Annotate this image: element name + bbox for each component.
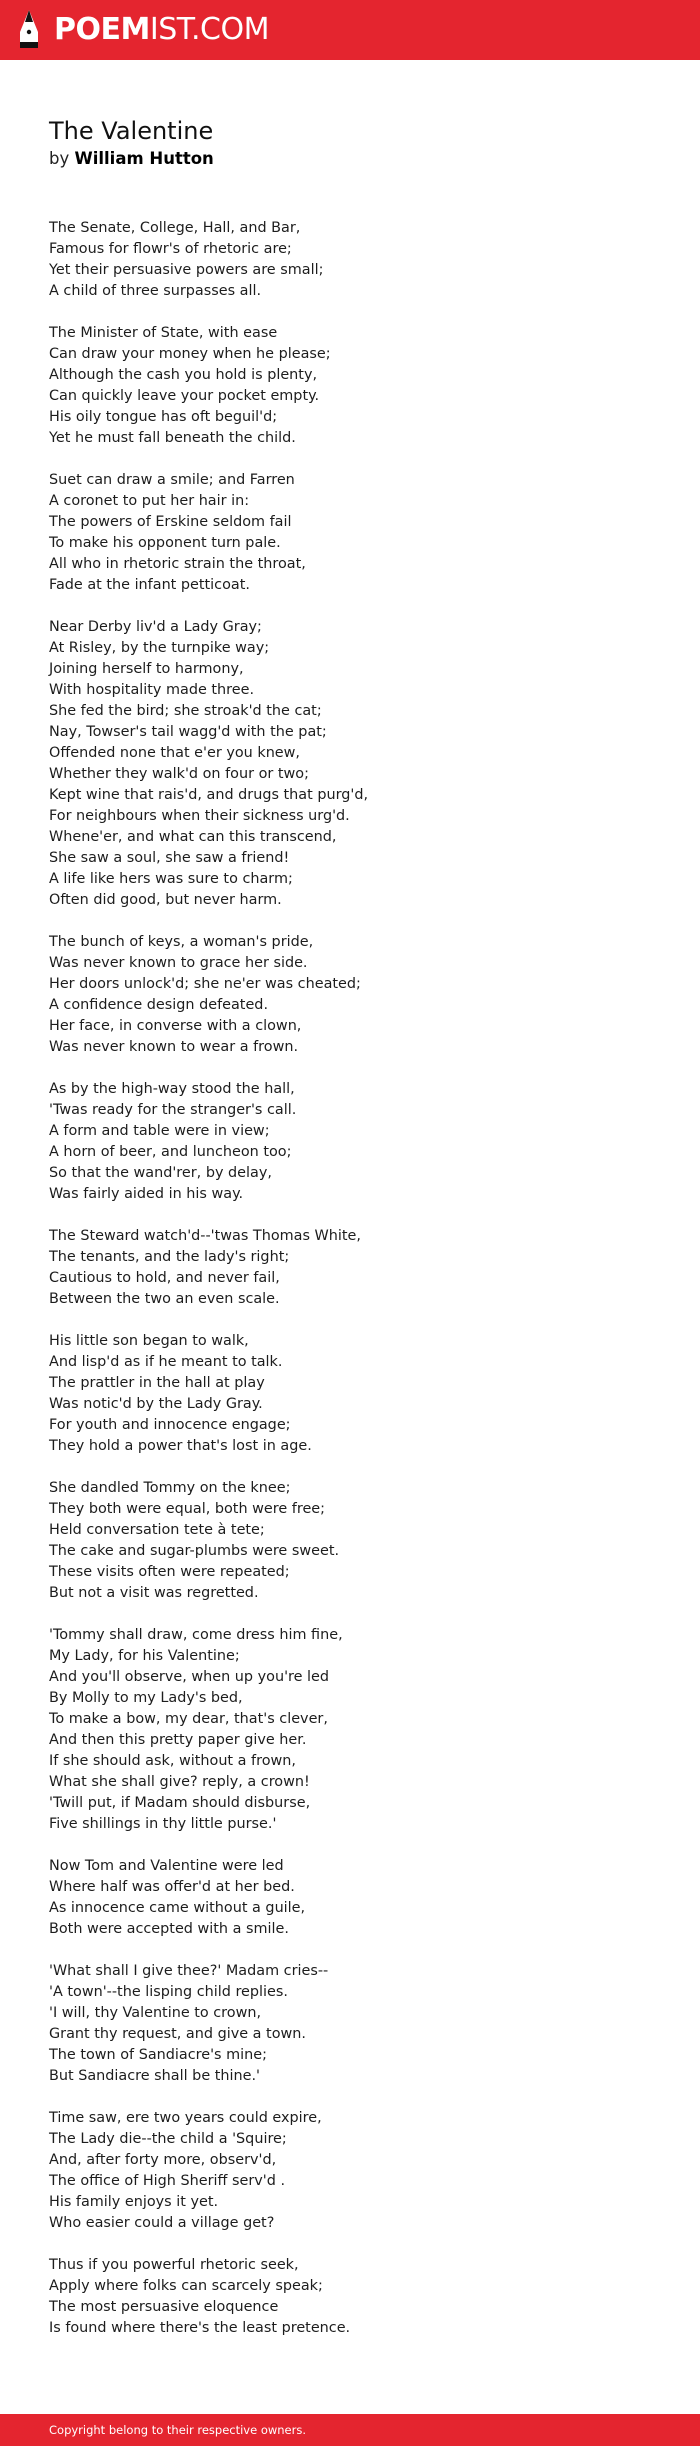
poem-line: Her doors unlock'd; she ne'er was cheated; bbox=[49, 976, 361, 992]
poem-line: With hospitality made three. bbox=[49, 682, 255, 698]
poem-stanza bbox=[49, 1331, 669, 1457]
poem-line: She saw a soul, she saw a friend! bbox=[49, 850, 290, 866]
poem-line: The prattler in the hall at play bbox=[49, 1375, 265, 1391]
poem-line: Yet their persuasive powers are small; bbox=[49, 262, 324, 278]
poem-line: A confidence design defeated. bbox=[49, 997, 269, 1013]
poem-line: The Steward watch'd--'twas Thomas White, bbox=[49, 1228, 361, 1244]
poem-line: 'I will, thy Valentine to crown, bbox=[49, 2005, 262, 2021]
poem-stanza bbox=[49, 1079, 669, 1205]
poem-line: Who easier could a village get? bbox=[49, 2215, 275, 2231]
poem-title: The Valentine bbox=[49, 117, 214, 145]
poem-line: Between the two an even scale. bbox=[49, 1291, 280, 1307]
poem-body bbox=[49, 218, 669, 2360]
poem-line: Five shillings in thy little purse.' bbox=[49, 1816, 277, 1832]
poem-line: Held conversation tete à tete; bbox=[49, 1522, 265, 1538]
poem-line: As innocence came without a guile, bbox=[49, 1900, 306, 1916]
poem-line: But Sandiacre shall be thine.' bbox=[49, 2068, 261, 2084]
poem-line: A form and table were in view; bbox=[49, 1123, 270, 1139]
byline-prefix: by bbox=[49, 149, 70, 168]
poem-line: The powers of Erskine seldom fail bbox=[49, 514, 292, 530]
poem-line: The Lady die--the child a 'Squire; bbox=[49, 2131, 287, 2147]
poem-line: Now Tom and Valentine were led bbox=[49, 1858, 284, 1874]
poem-line: Her face, in converse with a clown, bbox=[49, 1018, 302, 1034]
poem-stanza bbox=[49, 323, 669, 449]
poem-line: My Lady, for his Valentine; bbox=[49, 1648, 240, 1664]
poem-author[interactable]: William Hutton bbox=[74, 149, 214, 168]
poem-line: Grant thy request, and give a town. bbox=[49, 2026, 306, 2042]
poem-line: To make his opponent turn pale. bbox=[49, 535, 281, 551]
poem-line: Famous for flowr's of rhetoric are; bbox=[49, 241, 292, 257]
brand-name: POEMIST.COM bbox=[54, 12, 269, 47]
poem-line: She dandled Tommy on the knee; bbox=[49, 1480, 291, 1496]
poem-stanza bbox=[49, 218, 669, 302]
poem-line: A life like hers was sure to charm; bbox=[49, 871, 293, 887]
poem-line: Where half was offer'd at her bed. bbox=[49, 1879, 295, 1895]
site-header bbox=[0, 0, 700, 60]
poem-line: These visits often were repeated; bbox=[49, 1564, 290, 1580]
poem-line: They both were equal, both were free; bbox=[49, 1501, 326, 1517]
poem-line: But not a visit was regretted. bbox=[49, 1585, 259, 1601]
poem-line: The office of High Sheriff serv'd . bbox=[49, 2173, 286, 2189]
copyright-notice: Copyright belong to their respective owners. bbox=[49, 2423, 307, 2437]
poem-line: A child of three surpasses all. bbox=[49, 283, 262, 299]
poem-line: So that the wand'rer, by delay, bbox=[49, 1165, 272, 1181]
poem-line: And then this pretty paper give her. bbox=[49, 1732, 307, 1748]
poem-stanza bbox=[49, 1478, 669, 1604]
poem-line: By Molly to my Lady's bed, bbox=[49, 1690, 243, 1706]
poem-line: 'Twas ready for the stranger's call. bbox=[49, 1102, 297, 1118]
poem-line: Near Derby liv'd a Lady Gray; bbox=[49, 619, 262, 635]
poem-line: 'A town'--the lisping child replies. bbox=[49, 1984, 288, 2000]
poem-stanza bbox=[49, 932, 669, 1058]
poem-line: Can quickly leave your pocket empty. bbox=[49, 388, 320, 404]
poem-line: The tenants, and the lady's right; bbox=[49, 1249, 290, 1265]
poem-line: And lisp'd as if he meant to talk. bbox=[49, 1354, 283, 1370]
poem-line: The Senate, College, Hall, and Bar, bbox=[49, 220, 301, 236]
poem-stanza bbox=[49, 1856, 669, 1940]
poem-line: His family enjoys it yet. bbox=[49, 2194, 219, 2210]
poem-line: The cake and sugar-plumbs were sweet. bbox=[49, 1543, 340, 1559]
pen-nib-icon bbox=[16, 8, 42, 52]
poem-byline bbox=[49, 148, 214, 170]
poem-line: Offended none that e'er you knew, bbox=[49, 745, 301, 761]
poem-line: 'What shall I give thee?' Madam cries-- bbox=[49, 1963, 329, 1979]
poem-line: 'Twill put, if Madam should disburse, bbox=[49, 1795, 311, 1811]
poem-stanza bbox=[49, 2108, 669, 2234]
poem-line: All who in rhetoric strain the throat, bbox=[49, 556, 306, 572]
poem-line: For youth and innocence engage; bbox=[49, 1417, 291, 1433]
poem-line: Can draw your money when he please; bbox=[49, 346, 331, 362]
poem-line: 'Tommy shall draw, come dress him fine, bbox=[49, 1627, 343, 1643]
poem-line: And, after forty more, observ'd, bbox=[49, 2152, 277, 2168]
poem-line: For neighbours when their sickness urg'd. bbox=[49, 808, 350, 824]
poem-line: A horn of beer, and luncheon too; bbox=[49, 1144, 292, 1160]
poem-line: The town of Sandiacre's mine; bbox=[49, 2047, 267, 2063]
poem-line: His little son began to walk, bbox=[49, 1333, 249, 1349]
poem-stanza bbox=[49, 470, 669, 596]
poem-line: Was notic'd by the Lady Gray. bbox=[49, 1396, 263, 1412]
poem-stanza bbox=[49, 1625, 669, 1835]
poem-line: Both were accepted with a smile. bbox=[49, 1921, 289, 1937]
poem-line: Was fairly aided in his way. bbox=[49, 1186, 244, 1202]
poem-line: Apply where folks can scarcely speak; bbox=[49, 2278, 323, 2294]
poem-line: His oily tongue has oft beguil'd; bbox=[49, 409, 278, 425]
site-logo[interactable] bbox=[16, 8, 269, 52]
poem-line: Is found where there's the least pretence. bbox=[49, 2320, 351, 2336]
poem-line: Joining herself to harmony, bbox=[49, 661, 244, 677]
poem-line: Time saw, ere two years could expire, bbox=[49, 2110, 322, 2126]
poem-line: Yet he must fall beneath the child. bbox=[49, 430, 296, 446]
poem-line: Fade at the infant petticoat. bbox=[49, 577, 250, 593]
poem-line: They hold a power that's lost in age. bbox=[49, 1438, 312, 1454]
poem-line: Nay, Towser's tail wagg'd with the pat; bbox=[49, 724, 327, 740]
poem-line: Although the cash you hold is plenty, bbox=[49, 367, 318, 383]
poem-stanza bbox=[49, 2255, 669, 2339]
poem-line: Thus if you powerful rhetoric seek, bbox=[49, 2257, 299, 2273]
poem-line: To make a bow, my dear, that's clever, bbox=[49, 1711, 328, 1727]
poem-line: The bunch of keys, a woman's pride, bbox=[49, 934, 314, 950]
poem-line: Whene'er, and what can this transcend, bbox=[49, 829, 337, 845]
poem-line: She fed the bird; she stroak'd the cat; bbox=[49, 703, 322, 719]
poem-line: Kept wine that rais'd, and drugs that purg'd, bbox=[49, 787, 369, 803]
poem-line: Was never known to wear a frown. bbox=[49, 1039, 299, 1055]
poem-line: As by the high-way stood the hall, bbox=[49, 1081, 295, 1097]
poem-stanza bbox=[49, 1226, 669, 1310]
poem-line: The most persuasive eloquence bbox=[49, 2299, 279, 2315]
poem-line: The Minister of State, with ease bbox=[49, 325, 278, 341]
poem-line: And you'll observe, when up you're led bbox=[49, 1669, 330, 1685]
poem-stanza bbox=[49, 1961, 669, 2087]
poem-line: Was never known to grace her side. bbox=[49, 955, 308, 971]
poem-stanza bbox=[49, 617, 669, 911]
poem-line: What she shall give? reply, a crown! bbox=[49, 1774, 310, 1790]
poem-line: Often did good, but never harm. bbox=[49, 892, 282, 908]
poem-line: If she should ask, without a frown, bbox=[49, 1753, 296, 1769]
poem-line: Whether they walk'd on four or two; bbox=[49, 766, 309, 782]
poem-line: A coronet to put her hair in: bbox=[49, 493, 250, 509]
poem-line: At Risley, by the turnpike way; bbox=[49, 640, 270, 656]
poem-line: Cautious to hold, and never fail, bbox=[49, 1270, 280, 1286]
poem-line: Suet can draw a smile; and Farren bbox=[49, 472, 295, 488]
site-footer bbox=[0, 2414, 700, 2446]
